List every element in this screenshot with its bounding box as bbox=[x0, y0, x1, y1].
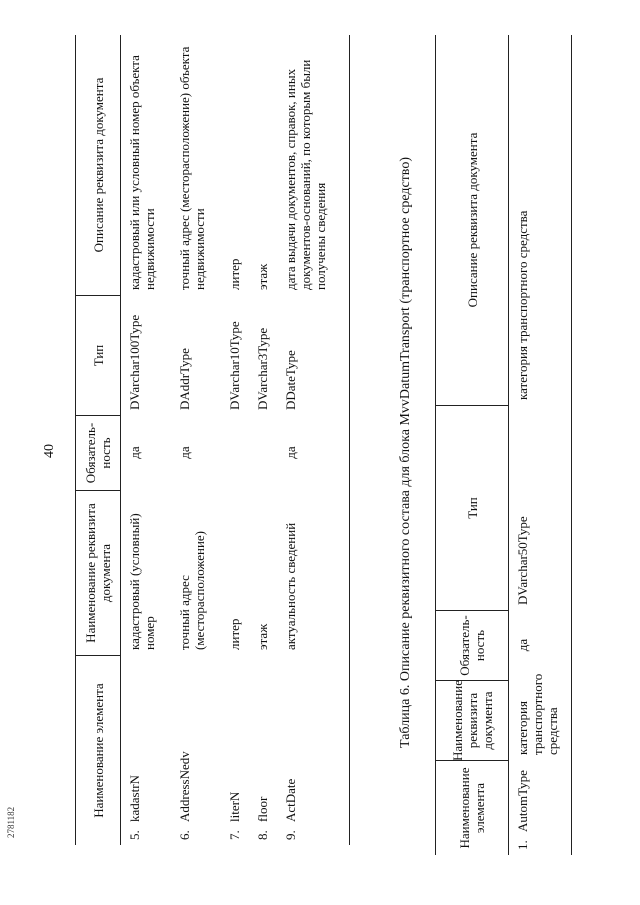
table-row bbox=[509, 35, 571, 855]
requisite-description: категория транспортного средства bbox=[515, 210, 530, 400]
requisite-name: кадастровый (условный) номер bbox=[127, 513, 157, 650]
table-row bbox=[249, 35, 277, 845]
data-type: DDateType bbox=[283, 350, 298, 410]
header-description: Описание реквизита документа bbox=[464, 132, 480, 308]
required-flag bbox=[221, 415, 249, 490]
header-required: Обязатель-ность bbox=[76, 415, 120, 490]
document-code: 2781182 bbox=[6, 806, 16, 838]
transport-requisites-table bbox=[435, 35, 572, 855]
header-description: Описание реквизита документа bbox=[90, 77, 106, 253]
data-type: DVarchar3Type bbox=[255, 327, 270, 410]
header-type: Тип bbox=[76, 295, 120, 415]
header-type: Тип bbox=[436, 405, 508, 610]
requisite-name: этаж bbox=[255, 623, 270, 650]
required-flag bbox=[249, 415, 277, 490]
header-required: Обязатель-ность bbox=[436, 610, 508, 680]
row-number: 7. bbox=[227, 830, 242, 840]
row-number: 8. bbox=[255, 830, 270, 840]
element-name: ActDate bbox=[283, 778, 298, 822]
row-number: 9. bbox=[283, 830, 298, 840]
element-name: AddressNedv bbox=[177, 751, 192, 822]
required-flag: да bbox=[515, 638, 530, 652]
header-element-name: Наименование элемента bbox=[76, 655, 120, 845]
table-row bbox=[221, 35, 249, 845]
data-type: DAddrType bbox=[177, 348, 192, 410]
requisite-name: литер bbox=[227, 618, 242, 650]
requisite-name: актуальность сведений bbox=[283, 522, 298, 650]
table-row bbox=[171, 35, 221, 845]
requisite-name: категория транспортного средства bbox=[515, 673, 560, 755]
required-flag: да bbox=[177, 446, 192, 459]
data-type: DVarchar10Type bbox=[227, 321, 242, 410]
data-type: DVarchar50Type bbox=[515, 516, 530, 605]
requisites-table-continued bbox=[75, 35, 350, 845]
data-type: DVarchar100Type bbox=[127, 314, 142, 410]
required-flag: да bbox=[127, 446, 142, 459]
requisite-description: литер bbox=[227, 258, 242, 290]
element-name: kadastrN bbox=[127, 775, 142, 822]
header-requisite-name: Наименование реквизита документа bbox=[436, 680, 508, 760]
requisite-description: кадастровый или условный номер объекта недвижимости bbox=[127, 55, 157, 290]
header-requisite-name: Наименование реквизита документа bbox=[76, 490, 120, 655]
requisite-name: точный адрес (месторасположение) bbox=[177, 530, 207, 650]
header-element-name: Наименование элемента bbox=[436, 760, 508, 855]
requisite-description: точный адрес (месторасположение) объекта недвижимости bbox=[177, 46, 207, 290]
table-row bbox=[121, 35, 171, 845]
element-name: AutomType bbox=[515, 770, 530, 832]
element-name: literN bbox=[227, 791, 242, 822]
row-number: 5. bbox=[127, 830, 142, 840]
row-number: 6. bbox=[177, 830, 192, 840]
page-number: 40 bbox=[42, 444, 57, 458]
table-caption: Таблица 6. Описание реквизитного состава для блока MvvDatumTransport (транспортное средство) bbox=[398, 157, 413, 748]
element-name: floor bbox=[255, 796, 270, 822]
table-header bbox=[76, 35, 121, 845]
required-flag: да bbox=[283, 446, 298, 459]
row-number: 1. bbox=[515, 840, 530, 850]
table-header bbox=[436, 35, 509, 855]
table-row bbox=[277, 35, 349, 845]
requisite-description: этаж bbox=[255, 263, 270, 290]
requisite-description: дата выдачи документов, справок, иных документов-оснований, по которым были получены сведения bbox=[283, 59, 328, 290]
